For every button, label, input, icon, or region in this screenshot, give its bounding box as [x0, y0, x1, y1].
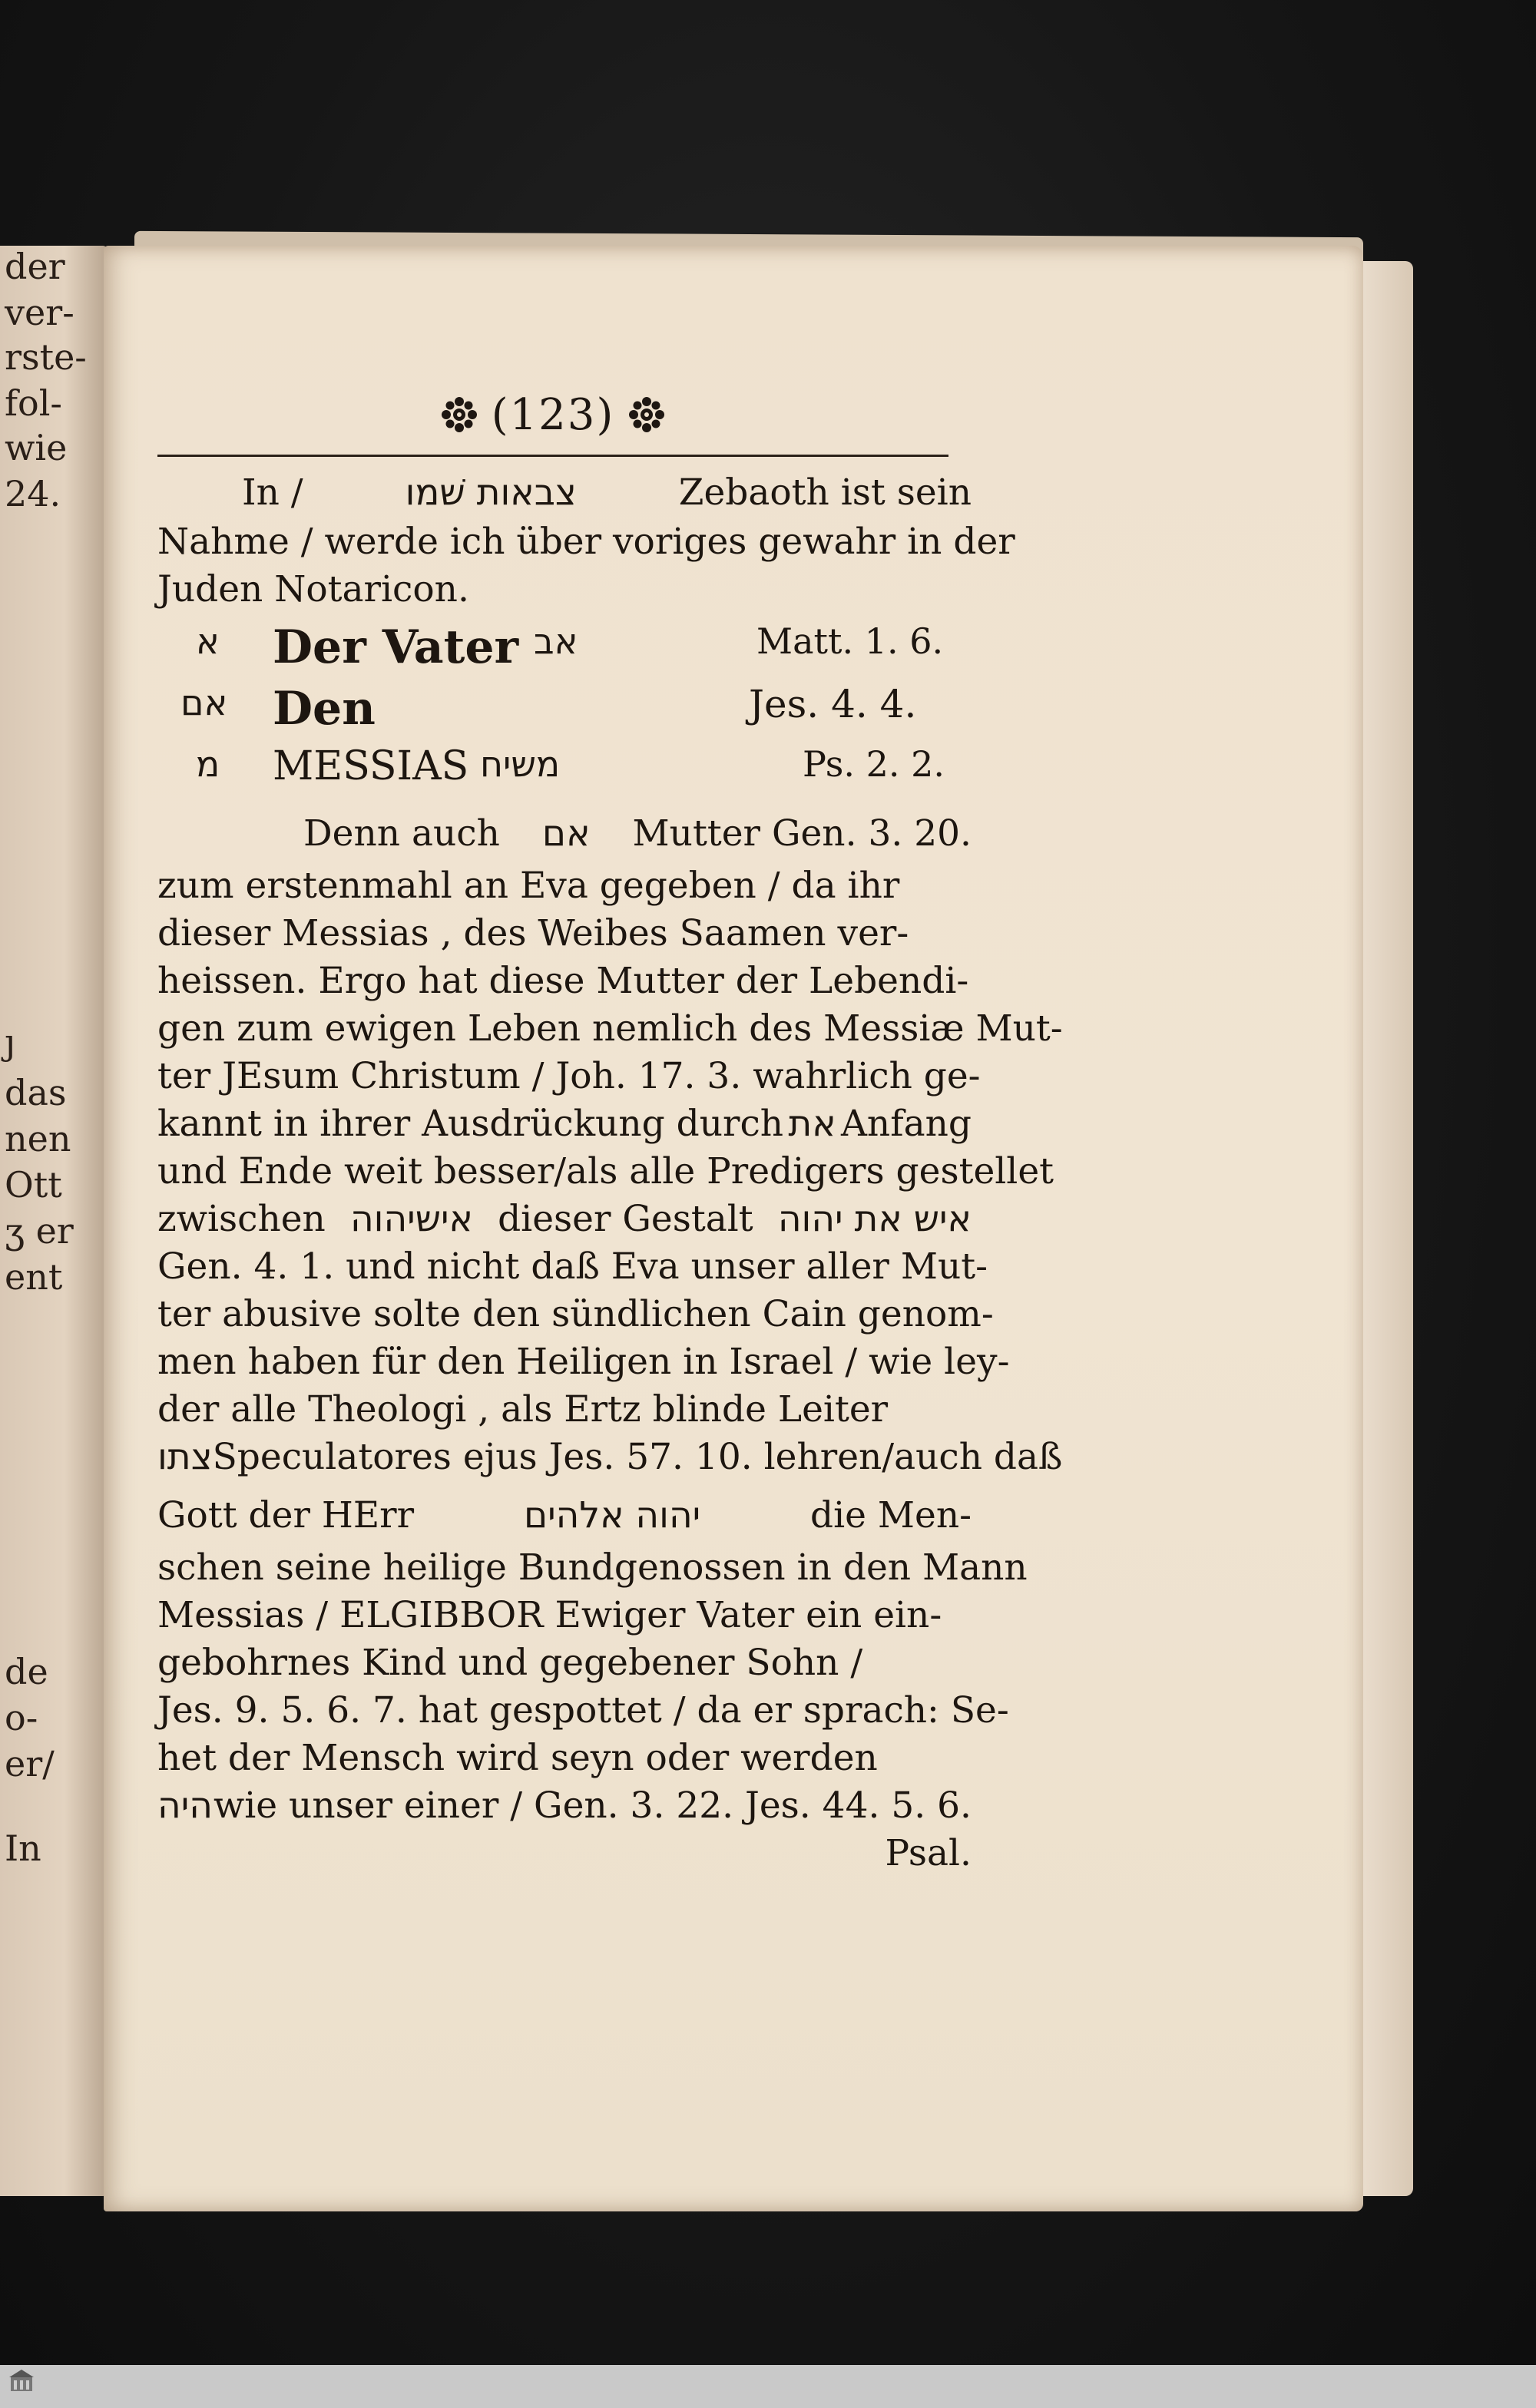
text-segment: und Ende weit besser/als alle Predigers gestellet	[157, 1150, 1054, 1192]
hebrew-letter: אם	[180, 682, 228, 723]
page-header	[399, 384, 707, 445]
text-segment: Speculatores ejus Jes. 57. 10. lehren/auch daß	[212, 1436, 1063, 1478]
text-segment: Jes. 9. 5. 6. 7. hat gespottet / da er sprach: Se-	[157, 1689, 1009, 1732]
text-segment: gebohrnes Kind und gegebener Sohn /	[157, 1642, 863, 1684]
fragment-text: er/	[5, 1743, 55, 1784]
fragment-text: der	[5, 246, 65, 287]
rosette-icon	[439, 395, 479, 435]
text-segment: Mutter Gen. 3. 20.	[632, 812, 972, 855]
hebrew-text: צבאות שׁמו	[405, 471, 577, 514]
fragment-text: ver-	[5, 292, 74, 333]
text-line	[157, 1593, 972, 1639]
fragment-text: ȷ	[5, 1021, 16, 1063]
text-line	[157, 1545, 1028, 1591]
reference: Jes. 4. 4.	[749, 682, 917, 726]
notaricon-word: Den	[273, 682, 376, 736]
text-segment: In /	[242, 471, 303, 514]
notaricon-row	[157, 743, 972, 797]
text-segment: der alle Theologi , als Ertz blinde Leiter	[157, 1388, 889, 1431]
text-line	[157, 811, 972, 857]
text-line	[157, 1735, 972, 1781]
text-segment: zum erstenmahl an Eva gegeben / da ihr	[157, 865, 900, 907]
facing-page-fragment	[0, 246, 108, 2196]
text-line	[157, 1149, 1054, 1195]
text-line	[157, 1688, 1009, 1734]
text-line	[157, 1339, 1010, 1385]
text-segment: Gott der HErr	[157, 1494, 415, 1536]
text-segment: dieser Gestalt	[498, 1198, 753, 1240]
text-line	[157, 1493, 972, 1539]
text-line	[157, 1006, 1063, 1052]
fragment-text: fol-	[5, 382, 62, 424]
text-line	[157, 1640, 972, 1686]
text-line	[157, 863, 972, 909]
text-segment: ter JEsum Christum / Joh. 17. 3. wahrlich ge-	[157, 1055, 981, 1097]
fragment-text: rste-	[5, 336, 87, 378]
notaricon-word: MESSIAS	[273, 743, 469, 789]
fragment-text: de	[5, 1651, 48, 1692]
text-line	[157, 1054, 981, 1100]
text-segment: Zebaoth ist sein	[678, 471, 972, 514]
fragment-text: In	[5, 1828, 41, 1869]
text-line	[157, 470, 972, 516]
text-segment: zwischen	[157, 1198, 326, 1240]
library-logo-icon	[9, 2370, 34, 2393]
fragment-text: 24.	[5, 473, 61, 514]
reference: Matt. 1. 6.	[756, 620, 944, 662]
fragment-text: nen	[5, 1118, 71, 1159]
text-line	[157, 958, 972, 1004]
rosette-icon	[627, 395, 667, 435]
text-segment: Nahme / werde ich über voriges gewahr in der	[157, 521, 1015, 563]
text-segment: Denn auch	[303, 812, 500, 855]
fragment-text: das	[5, 1072, 67, 1113]
hebrew-letter: מ	[196, 743, 220, 785]
fragment-text: wie	[5, 427, 68, 468]
hebrew-text: יהוה אלהים	[523, 1494, 701, 1536]
text-line	[157, 1387, 972, 1433]
fragment-text: o-	[5, 1697, 38, 1738]
hebrew-text: את	[788, 1103, 836, 1145]
page-number: (123)	[491, 389, 615, 440]
text-segment: schen seine heilige Bundgenossen in den Mann	[157, 1546, 1028, 1589]
text-segment: men haben für den Heiligen in Israel / wie ley-	[157, 1341, 1010, 1383]
text-line	[157, 567, 972, 613]
text-segment: Anfang	[840, 1103, 972, 1145]
hebrew-text: אב	[534, 620, 578, 662]
text-segment: kannt in ihrer Ausdrückung durch	[157, 1103, 784, 1145]
text-segment: gen zum ewigen Leben nemlich des Messiæ Mut-	[157, 1007, 1063, 1050]
fragment-text: ʒ er	[5, 1210, 74, 1252]
text-segment: het der Mensch wird seyn oder werden	[157, 1737, 878, 1779]
library-logo	[6, 2370, 37, 2403]
hebrew-text: צתו	[157, 1436, 213, 1478]
fragment-text: ent	[5, 1256, 63, 1298]
notaricon-row	[157, 620, 972, 674]
text-line	[157, 1244, 988, 1290]
text-line	[157, 519, 1015, 565]
text-segment: Juden Notaricon.	[157, 568, 469, 610]
viewer-footer-bar	[0, 2365, 1536, 2408]
text-line	[157, 1831, 972, 1877]
notaricon-row	[157, 682, 972, 736]
text-segment: ter abusive solte den sündlichen Cain genom-	[157, 1293, 994, 1335]
text-line	[157, 1292, 994, 1338]
text-segment: wie unser einer / Gen. 3. 22. Jes. 44. 5. 6.	[214, 1784, 972, 1827]
hebrew-text: היה	[157, 1784, 213, 1827]
text-line	[157, 911, 972, 957]
text-line	[157, 1101, 972, 1147]
text-line	[157, 1434, 1063, 1480]
catchword: Psal.	[885, 1832, 972, 1874]
hebrew-text: אישיהוה	[349, 1198, 473, 1240]
hebrew-text: איש את יהוה	[777, 1198, 972, 1240]
notaricon-word: Der Vater	[273, 620, 519, 674]
text-segment: die Men-	[810, 1494, 972, 1536]
text-segment: dieser Messias , des Weibes Saamen ver-	[157, 912, 909, 954]
hebrew-letter: א	[196, 620, 220, 662]
text-segment: Gen. 4. 1. und nicht daß Eva unser aller Mut-	[157, 1245, 988, 1288]
text-line	[157, 1783, 972, 1829]
reference: Ps. 2. 2.	[803, 743, 945, 785]
text-line	[157, 1196, 972, 1242]
hebrew-text: משיח	[480, 743, 561, 785]
text-segment: heissen. Ergo hat diese Mutter der Lebendi-	[157, 960, 969, 1002]
text-segment: Messias / ELGIBBOR Ewiger Vater ein ein-	[157, 1594, 942, 1636]
hebrew-text: אם	[541, 812, 591, 855]
fragment-text: Ott	[5, 1164, 62, 1206]
header-rule	[157, 455, 948, 457]
